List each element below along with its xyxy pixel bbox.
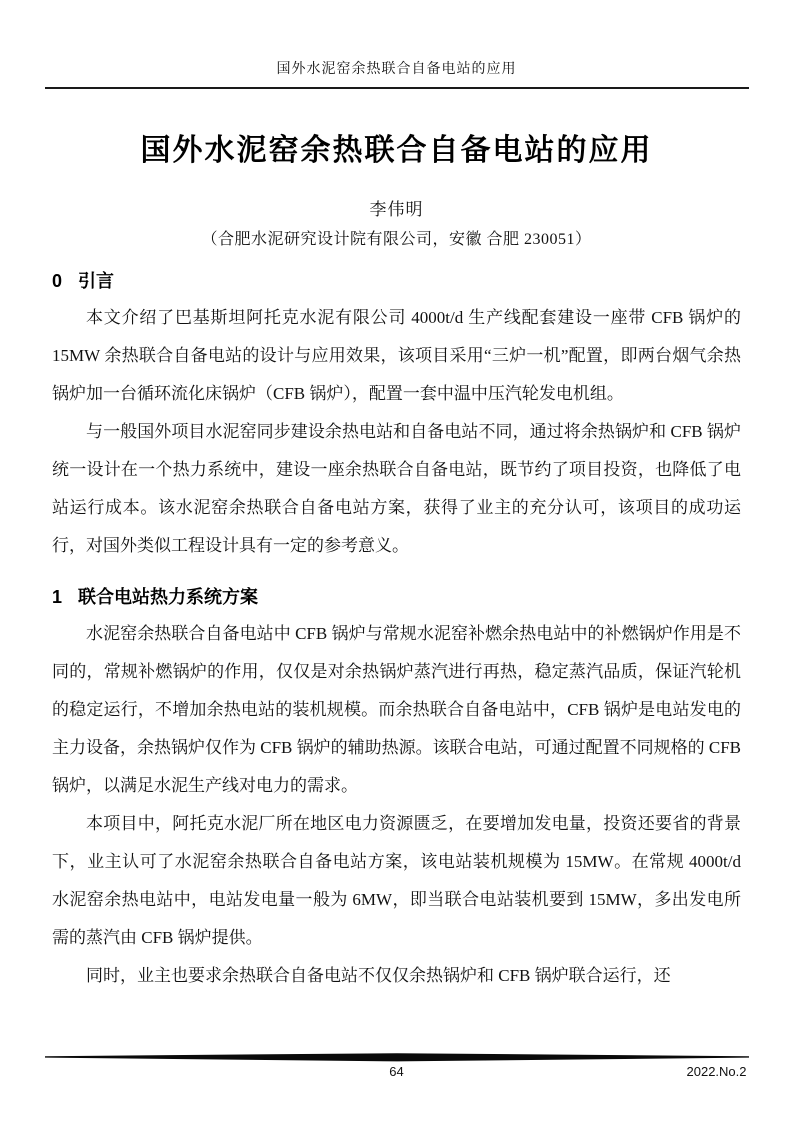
author-affiliation: （合肥水泥研究设计院有限公司，安徽 合肥 230051） [201, 231, 592, 248]
running-head: 国外水泥窑余热联合自备电站的应用 [276, 62, 517, 77]
footer-rule [45, 1053, 749, 1062]
section-title: 引言 [78, 271, 115, 291]
header-rule [45, 87, 749, 89]
author-name: 李伟明 [369, 200, 424, 219]
section-number: 1 [52, 587, 63, 607]
section-heading-1 [52, 583, 741, 609]
paragraph: 同时，业主也要求余热联合自备电站不仅仅余热锅炉和 CFB 锅炉联合运行，还 [86, 966, 671, 985]
issue-number: 2022.No.2 [686, 1064, 747, 1079]
article-body [52, 267, 741, 995]
section-title: 联合电站热力系统方案 [78, 587, 259, 607]
page-footer [0, 1053, 793, 1084]
paragraph: 本文介绍了巴基斯坦阿托克水泥有限公司 4000t/d 生产线配套建设一座带 CFB 锅炉的 15MW 余热联合自备电站的设计与应用效果，该项目采用“三炉一机”配置，即两台烟气余热锅炉加一台循环流化床锅炉（CFB 锅炉），配置一套中温中压汽轮发电机组。 [52, 308, 741, 403]
section-heading-0 [52, 267, 741, 293]
page-title: 国外水泥窑余热联合自备电站的应用 [140, 134, 653, 167]
paragraph: 水泥窑余热联合自备电站中 CFB 锅炉与常规水泥窑补燃余热电站中的补燃锅炉作用是不同的，常规补燃锅炉的作用，仅仅是对余热锅炉蒸汽进行再热，稳定蒸汽品质，保证汽轮机的稳定运行，不增加余热电站的装机规模。而余热联合自备电站中，CFB 锅炉是电站发电的主力设备，余热锅炉仅作为 CFB 锅炉的辅助热源。该联合电站，可通过配置不同规格的 CFB 锅炉，以满足水泥生产线对电力的需求。 [52, 624, 742, 795]
section-number: 0 [52, 271, 63, 291]
paragraph: 本项目中，阿托克水泥厂所在地区电力资源匮乏，在要增加发电量，投资还要省的背景下，业主认可了水泥窑余热联合自备电站方案，该电站装机规模为 15MW。在常规 4000t/d 水泥窑余热电站中，电站发电量一般为 6MW，即当联合电站装机要到 15MW，多出发电所需的蒸汽由 CFB 锅炉提供。 [52, 814, 741, 947]
paragraph: 与一般国外项目水泥窑同步建设余热电站和自备电站不同，通过将余热锅炉和 CFB 锅炉统一设计在一个热力系统中，建设一座余热联合自备电站，既节约了项目投资，也降低了电站运行成本。该水泥窑余热联合自备电站方案，获得了业主的充分认可，该项目的成功运行，对国外类似工程设计具有一定的参考意义。 [52, 422, 741, 555]
page-number: 64 [389, 1064, 404, 1079]
footer-meta [45, 1064, 749, 1084]
